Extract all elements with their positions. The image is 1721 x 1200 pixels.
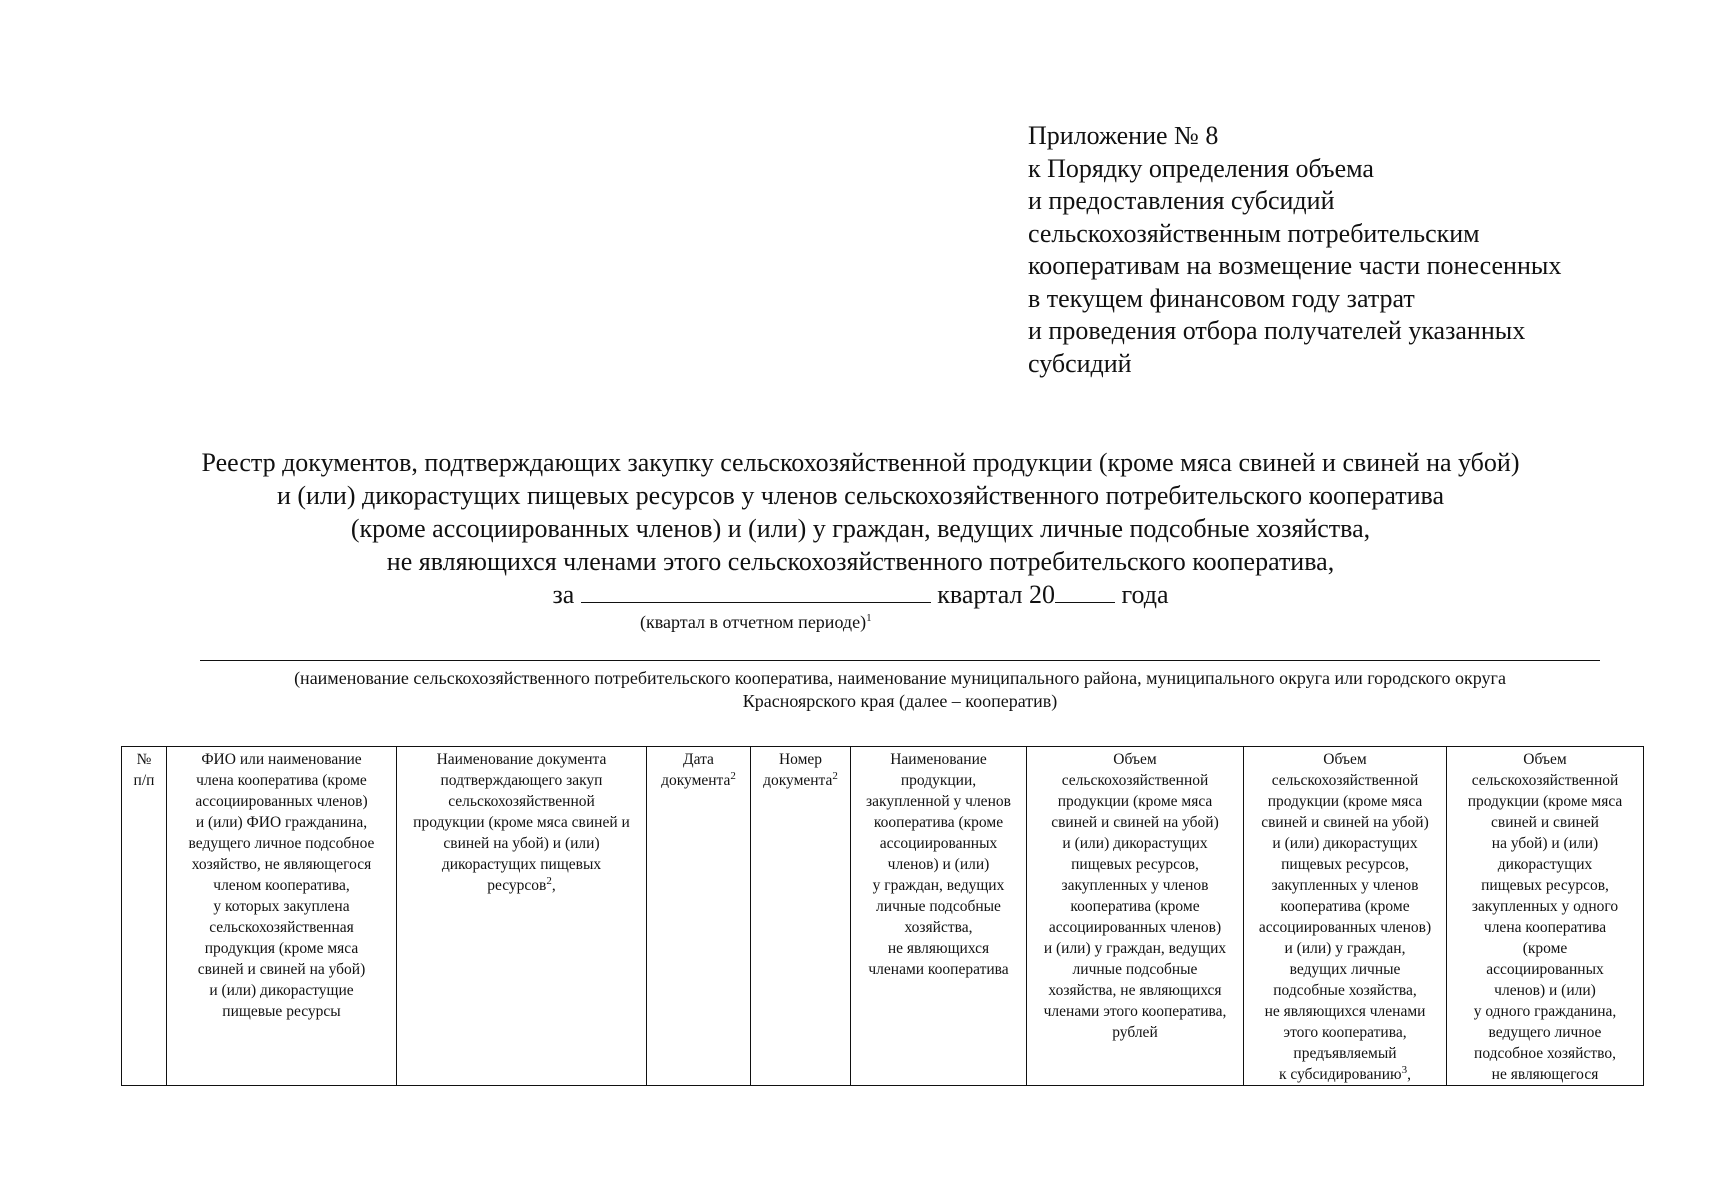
header-cell-document-name xyxy=(397,747,647,1086)
header-line: пищевых ресурсов, xyxy=(1071,856,1199,873)
header-line: членом кооператива, xyxy=(213,877,350,894)
header-line: личные подсобные xyxy=(876,898,1001,915)
header-line: членами кооператива xyxy=(868,961,1009,978)
header-line: не являющегося xyxy=(1491,1066,1599,1083)
header-line: к субсидированию$^3$, xyxy=(1279,1063,1411,1083)
cooperative-hint-line: Красноярского края (далее – кооператив) xyxy=(742,691,1058,711)
appendix-line: кооперативам на возмещение части понесенных xyxy=(1028,251,1562,280)
header-line: продукции (кроме мяса свиней и xyxy=(413,814,630,831)
appendix-line: в текущем финансовом году затрат xyxy=(1028,283,1415,313)
header-line: подсобное хозяйство, xyxy=(1474,1045,1616,1062)
header-line: у которых закуплена xyxy=(213,898,350,915)
header-line: личные подсобные xyxy=(1072,961,1198,978)
header-line: закупленной у членов xyxy=(866,793,1011,810)
appendix-line: сельскохозяйственным потребительским xyxy=(1028,218,1480,248)
year-blank-field[interactable] xyxy=(1055,580,1115,603)
header-line: Дата xyxy=(683,751,714,768)
header-line: членов) и (или) xyxy=(1494,982,1596,999)
header-line: закупленных у членов xyxy=(1061,877,1209,894)
header-line: ассоциированных членов) xyxy=(1048,919,1222,936)
header-line: у одного гражданина, xyxy=(1473,1003,1617,1020)
header-line: дикорастущих xyxy=(1497,856,1593,873)
table-header-row xyxy=(122,747,1644,1086)
header-line: и (или) дикорастущие xyxy=(209,982,354,999)
header-line: кооператива (кроме xyxy=(1280,898,1410,915)
header-line: свиней на убой) и (или) xyxy=(443,835,600,852)
header-line: п/п xyxy=(133,772,155,789)
footnote-marker: 1 xyxy=(866,612,872,624)
header-cell-purchase-volume xyxy=(1027,747,1244,1086)
header-line: Наименование xyxy=(890,751,987,768)
header-line: кооператива (кроме xyxy=(1070,898,1200,915)
header-line: пищевые ресурсы xyxy=(222,1003,341,1020)
header-line: пищевых ресурсов, xyxy=(1281,856,1409,873)
header-line: и (или) у граждан, xyxy=(1284,940,1406,957)
header-line: предъявляемый xyxy=(1293,1045,1397,1062)
period-middle: квартал 20 xyxy=(937,580,1055,609)
header-line: свиней и свиней на убой) xyxy=(1051,814,1219,831)
header-line: свиней и свиней xyxy=(1491,814,1599,831)
header-line: этого кооператива, xyxy=(1283,1024,1407,1041)
header-cell-subsidy-volume xyxy=(1244,747,1447,1086)
header-line: закупленных у членов xyxy=(1271,877,1419,894)
header-line: ведущего личное подсобное xyxy=(188,835,375,852)
period-hint: (квартал в отчетном периоде)$^1$ xyxy=(640,612,872,632)
header-line: закупленных у одного xyxy=(1471,898,1619,915)
appendix-line: Приложение № 8 xyxy=(1028,121,1219,150)
header-line: свиней и свиней на убой) xyxy=(1261,814,1429,831)
header-line: членами этого кооператива, xyxy=(1043,1003,1227,1020)
header-line: продукции, xyxy=(900,772,977,789)
header-line: кооператива (кроме xyxy=(873,814,1004,831)
cooperative-hint-line: (наименование сельскохозяйственного потребительского кооператива, наименование муниципального района, муниципального округа или городского округа xyxy=(294,668,1506,688)
cooperative-name-field[interactable] xyxy=(200,660,1600,661)
header-line: и (или) у граждан, ведущих xyxy=(1043,940,1227,957)
header-line: пищевых ресурсов, xyxy=(1481,877,1609,894)
header-line: дикорастущих пищевых xyxy=(441,856,602,873)
header-line: Номер xyxy=(778,751,823,768)
header-line: подсобные хозяйства, xyxy=(1273,982,1417,999)
header-line: документа$^2$ xyxy=(763,769,838,789)
footnote-marker: 2 xyxy=(730,769,736,782)
registry-title xyxy=(0,446,1721,578)
appendix-line: и проведения отбора получателей указанных xyxy=(1028,316,1526,345)
header-line: Наименование документа xyxy=(436,751,607,768)
header-line: ассоциированных xyxy=(879,835,998,852)
header-line: ведущего личное xyxy=(1488,1024,1602,1041)
header-line: ресурсов$^2$, xyxy=(487,874,556,894)
period-prefix: за xyxy=(552,580,575,609)
header-line: и (или) дикорастущих xyxy=(1272,835,1418,852)
header-cell-document-number xyxy=(751,747,851,1086)
header-line: хозяйства, не являющихся xyxy=(1048,982,1222,999)
header-line: № xyxy=(136,751,152,768)
title-line: не являющихся членами этого сельскохозяйственного потребительского кооператива, xyxy=(386,547,1335,576)
quarter-blank-field[interactable] xyxy=(581,580,931,603)
header-cell-product-name xyxy=(851,747,1027,1086)
header-line: хозяйства, xyxy=(904,919,973,936)
header-line: (кроме xyxy=(1522,940,1568,957)
header-line: рублей xyxy=(1112,1024,1158,1041)
header-line: не являющихся членами xyxy=(1264,1003,1426,1020)
cooperative-hint xyxy=(180,667,1620,713)
appendix-line: и предоставления субсидий xyxy=(1028,186,1335,215)
header-line: сельскохозяйственной xyxy=(1271,772,1419,789)
title-line: (кроме ассоциированных членов) и (или) у граждан, ведущих личные подсобные хозяйства, xyxy=(350,514,1371,543)
header-cell-document-date xyxy=(647,747,751,1086)
header-line: документа$^2$ xyxy=(661,769,736,789)
footnote-marker: 2 xyxy=(832,769,838,782)
header-line: члена кооператива (кроме xyxy=(196,772,367,789)
header-line: ассоциированных членов) xyxy=(195,793,368,810)
period-line xyxy=(0,578,1721,611)
footnote-marker: 2 xyxy=(546,874,552,887)
header-line: сельскохозяйственной xyxy=(1061,772,1209,789)
header-line: и (или) дикорастущих xyxy=(1062,835,1208,852)
header-line: хозяйство, не являющегося xyxy=(191,856,372,873)
header-line: сельскохозяйственной xyxy=(1471,772,1619,789)
header-line: членов) и (или) xyxy=(887,856,990,873)
header-line: ФИО или наименование xyxy=(201,751,362,768)
header-line: сельскохозяйственная xyxy=(209,919,354,936)
header-line: свиней и свиней на убой) xyxy=(197,961,366,978)
header-line: у граждан, ведущих xyxy=(872,877,1005,894)
header-line: продукции (кроме мяса xyxy=(1057,793,1213,810)
header-line: и (или) ФИО гражданина, xyxy=(195,814,368,831)
footnote-suffix: , xyxy=(551,877,556,894)
header-line: сельскохозяйственной xyxy=(448,793,595,810)
appendix-line: субсидий xyxy=(1028,348,1132,378)
header-line: ассоциированных xyxy=(1486,961,1604,978)
appendix-line: к Порядку определения объема xyxy=(1028,153,1374,183)
header-line: подтверждающего закуп xyxy=(440,772,603,789)
title-line: Реестр документов, подтверждающих закупку сельскохозяйственной продукции (кроме мяса свиней и свиней на убой) xyxy=(201,448,1520,477)
header-line: не являющихся xyxy=(887,940,990,957)
header-line: продукция (кроме мяса xyxy=(204,940,359,957)
header-line: на убой) и (или) xyxy=(1491,835,1599,852)
title-line: и (или) дикорастущих пищевых ресурсов у членов сельскохозяйственного потребительского кооператива xyxy=(276,481,1445,510)
registry-table xyxy=(121,746,1644,1086)
header-line: продукции (кроме мяса xyxy=(1467,793,1623,810)
header-cell-number xyxy=(122,747,167,1086)
period-suffix: года xyxy=(1121,580,1169,609)
header-line: Объем xyxy=(1523,751,1567,768)
header-line: Объем xyxy=(1323,751,1367,768)
header-line: ассоциированных членов) xyxy=(1258,919,1432,936)
appendix-block xyxy=(1028,120,1668,380)
footnote-suffix: , xyxy=(1407,1066,1411,1083)
header-line: Объем xyxy=(1113,751,1157,768)
header-cell-per-member-volume xyxy=(1447,747,1644,1086)
header-line: ведущих личные xyxy=(1289,961,1401,978)
header-line: члена кооператива xyxy=(1483,919,1607,936)
header-cell-member-name xyxy=(167,747,397,1086)
header-line: продукции (кроме мяса xyxy=(1267,793,1423,810)
footnote-marker: 3 xyxy=(1401,1063,1408,1076)
